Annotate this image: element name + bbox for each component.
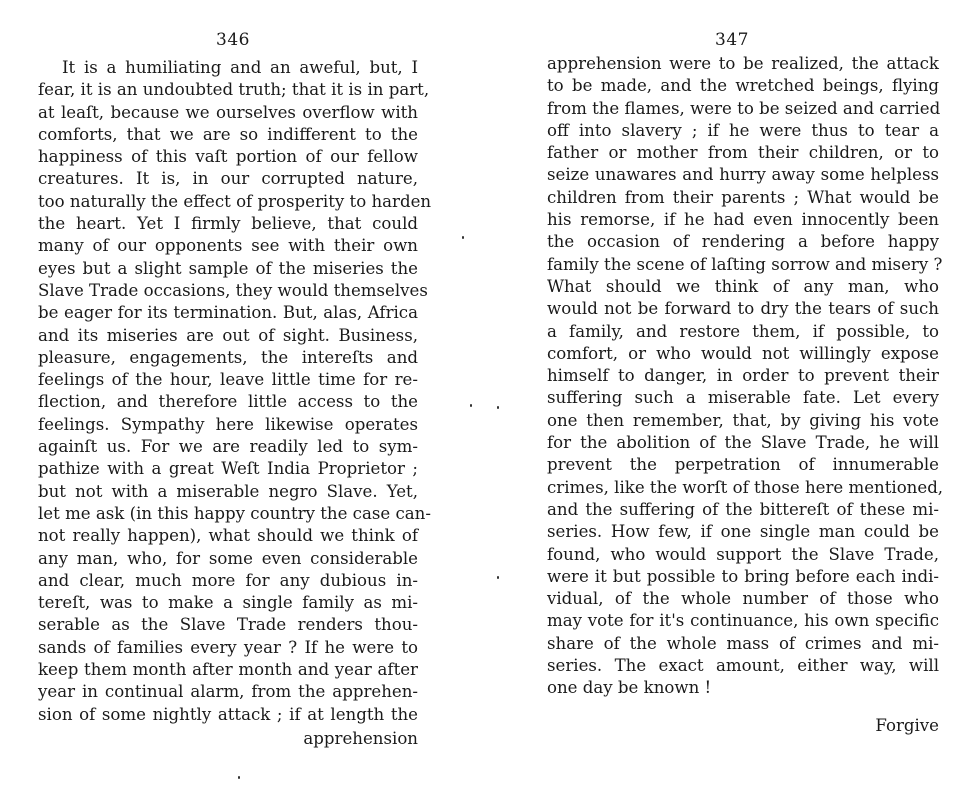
text-line: year in continual alarm, from the apprehen-: [38, 682, 418, 702]
text-line: to be made, and the wretched beings, flying: [547, 76, 939, 96]
scan-speck: [462, 236, 464, 239]
text-line: one day be known !: [547, 678, 712, 698]
text-line: crimes, like the worſt of those here mentioned,: [547, 477, 944, 497]
text-line: vidual, of the whole number of those who: [547, 589, 939, 609]
text-line: his remorse, if he had even innocently been: [547, 210, 939, 230]
text-line: one then remember, that, by giving his vote: [547, 410, 939, 430]
scan-speck: [238, 776, 240, 779]
text-line: the occasion of rendering a before happy: [547, 232, 939, 252]
text-line: feelings of the hour, leave little time for re-: [38, 370, 418, 390]
text-line: sion of some nightly attack ; if at length the: [38, 704, 418, 724]
text-line: pathize with a great Weſt India Proprietor ;: [38, 459, 418, 479]
page-number: 347: [715, 30, 749, 50]
left-page-text: [38, 57, 432, 726]
text-line: found, who would support the Slave Trade,: [547, 544, 939, 564]
text-line: keep them month after month and year after: [38, 660, 418, 680]
text-line: suffering such a miserable fate. Let every: [547, 388, 939, 408]
text-line: feelings. Sympathy here likewise operates: [38, 414, 418, 434]
page-number: 346: [216, 30, 250, 50]
text-line: but not with a miserable negro Slave. Yet,: [38, 481, 418, 501]
text-line: pleasure, engagements, the intereſts and: [38, 347, 418, 367]
text-line: apprehension were to be realized, the attack: [547, 54, 939, 73]
text-line: father or mother from their children, or to: [547, 143, 939, 163]
text-line: Slave Trade occasions, they would themselves: [38, 280, 428, 300]
text-line: serable as the Slave Trade renders thou-: [38, 615, 418, 635]
text-line: and clear, much more for any dubious in-: [38, 570, 418, 590]
text-line: happiness of this vaſt portion of our fellow: [38, 147, 418, 167]
text-line: any man, who, for some even considerable: [38, 548, 418, 568]
text-line: may vote for it's continuance, his own specific: [547, 611, 939, 631]
text-line: let me ask (in this happy country the case can-: [38, 503, 431, 523]
text-line: series. The exact amount, either way, will: [547, 656, 939, 676]
text-line: What should we think of any man, who: [547, 276, 939, 296]
text-line: himself to danger, in order to prevent their: [547, 366, 939, 386]
text-line: family the scene of laſting sorrow and misery ?: [547, 254, 943, 274]
text-line: fear, it is an undoubted truth; that it is in part,: [38, 80, 430, 100]
text-line: a family, and restore them, if possible, to: [547, 321, 939, 341]
scan-speck: [497, 406, 499, 409]
text-line: tereſt, was to make a single family as mi-: [38, 593, 418, 613]
text-line: from the flames, were to be seized and carried: [547, 98, 941, 118]
text-line: too naturally the effect of prosperity to harden: [38, 191, 432, 211]
text-line: comforts, that we are so indifferent to the: [38, 124, 418, 144]
text-line: seize unawares and hurry away some helpless: [547, 165, 939, 185]
text-line: flection, and therefore little access to the: [38, 392, 418, 412]
left-page: [38, 0, 432, 788]
text-line: share of the whole mass of crimes and mi-: [547, 633, 939, 653]
text-line: at leaſt, because we ourselves overflow with: [38, 102, 418, 122]
text-line: It is a humiliating and an aweful, but, I: [62, 58, 418, 77]
text-line: off into slavery ; if he were thus to tear a: [547, 120, 939, 140]
text-line: comfort, or who would not willingly expose: [547, 343, 939, 363]
text-line: be eager for its termination. But, alas, Africa: [38, 303, 418, 323]
text-line: eyes but a slight sample of the miseries the: [38, 258, 418, 278]
text-line: children from their parents ; What would be: [547, 187, 939, 207]
text-line: many of our opponents see with their own: [38, 236, 418, 256]
text-line: prevent the perpetration of innumerable: [547, 455, 939, 475]
catchword: Forgive: [875, 716, 939, 735]
scan-speck: [497, 576, 499, 579]
text-line: creatures. It is, in our corrupted nature,: [38, 169, 418, 189]
text-line: series. How few, if one single man could be: [547, 522, 939, 542]
right-page-text: [547, 53, 944, 700]
text-line: and its miseries are out of sight. Business,: [38, 325, 418, 345]
text-line: would not be forward to dry the tears of such: [547, 299, 939, 319]
text-line: the heart. Yet I firmly believe, that could: [38, 214, 418, 234]
scan-speck: [470, 404, 472, 407]
catchword: apprehension: [303, 729, 418, 748]
text-line: and the suffering of the bittereſt of these mi-: [547, 499, 939, 519]
text-line: for the abolition of the Slave Trade, he will: [547, 433, 939, 453]
text-line: sands of families every year ? If he were to: [38, 637, 418, 657]
text-line: were it but possible to bring before each indi-: [547, 566, 939, 586]
text-line: againſt us. For we are readily led to sym-: [38, 437, 418, 457]
right-page: [547, 0, 944, 788]
text-line: not really happen), what should we think of: [38, 526, 418, 546]
